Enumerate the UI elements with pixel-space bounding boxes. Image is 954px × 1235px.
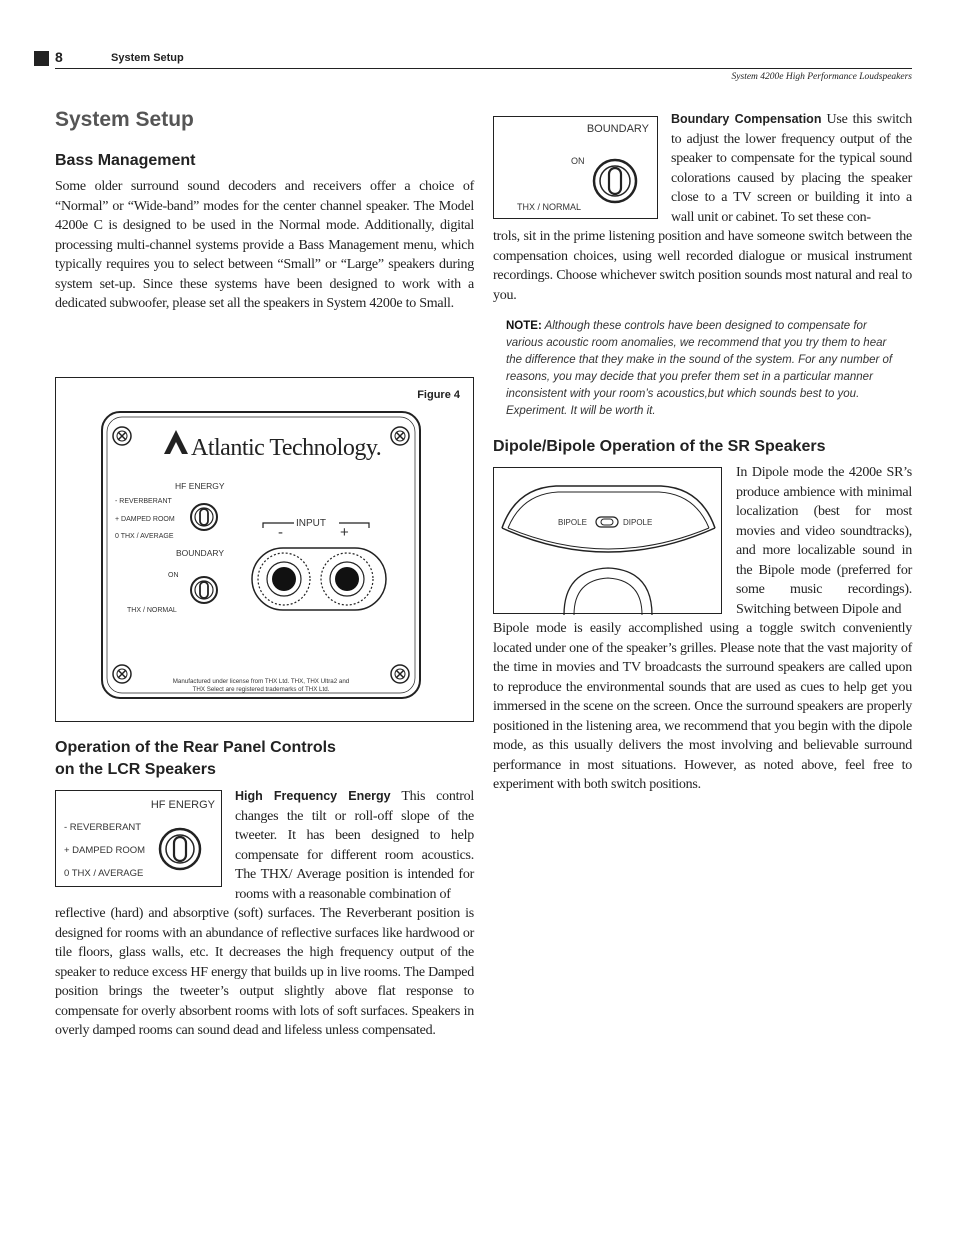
header-rule (55, 68, 912, 69)
boundary-toggle-switch-icon (191, 577, 217, 603)
boundary-box-toggle-switch-icon (494, 117, 659, 220)
hf-box-reverberant: - REVERBERANT (64, 822, 142, 833)
license-line-2: THX Select are registered trademarks of THX Ltd. (192, 686, 330, 693)
boundary-option-thx-normal: THX / NORMAL (127, 607, 177, 614)
dipole-heading: Dipole/Bipole Operation of the SR Speakers (493, 438, 826, 455)
hf-energy-text-top: High Frequency Energy This control changes the tilt or roll-off slope of the tweeter. It has been designed to help compensate for different room acoustics. The THX/ Average position is intended for rooms with a reasonable combination of (235, 789, 475, 902)
positive-terminal-icon (321, 553, 373, 605)
dipole-text-bottom: Bipole mode is easily accomplished using a toggle switch conveniently located under one of the speaker’s grilles. Please note that the vast majority of the time in movies and TV broadcasts the surround speakers are called upon to reproduce the environmental sounds that are used as cues to help get you immersed in the scene on the screen. Once the surround speakers are properly positioned in the listening area, we recommend that you begin with the dipole mode, as this usually delivers the most involving and believable surround performance in most situations. However, as noted above, feel free to experiment with both switch positions. (493, 621, 912, 792)
hf-box-damped-room: + DAMPED ROOM (64, 845, 146, 856)
minus-sign: - (278, 524, 283, 541)
note-block: NOTE: Although these controls have been designed to compensate for various acoustic room anomalies, we recommend that you try them to hear the difference that they make in the sound of the system. For any number of reasons, you may decide that you prefer them set in a particular manner inconsistent with your room’s acoustics,but which sounds best to you. Experiment. It will be worth it. (506, 320, 893, 417)
boundary-text-bottom: trols, sit in the prime listening position and have someone switch between the compensation choices, using well recorded dialogue or musical instrument recordings. Choose whichever switch position sounds most natural and real to you. (493, 229, 912, 303)
page-number: 8 (55, 49, 63, 65)
toggle-slider-icon (596, 517, 618, 527)
page-marker (34, 51, 49, 66)
hf-option-damped-room: + DAMPED ROOM (115, 516, 175, 523)
dipole-label: DIPOLE (623, 518, 653, 527)
license-line-1: Manufactured under license from THX Ltd. THX, THX Ultra2 and (172, 678, 350, 685)
hf-box-thx-average: 0 THX / AVERAGE (64, 868, 144, 879)
boundary-run-in: Boundary Compensation (671, 112, 822, 126)
boundary-box-on: ON (571, 156, 585, 166)
hf-box-toggle-switch-icon (56, 791, 223, 888)
boundary-label: BOUNDARY (176, 548, 225, 558)
hf-option-reverberant: - REVERBERANT (115, 498, 172, 505)
running-section-title: System Setup (111, 52, 184, 64)
rear-panel-heading-line-1: Operation of the Rear Panel Controls (55, 739, 336, 756)
hf-energy-label: HF ENERGY (175, 481, 225, 491)
dipole-grille-drawing (494, 468, 723, 615)
brand-logo-text: Atlantic Technology. (191, 435, 382, 461)
rear-panel-drawing (56, 378, 475, 723)
screw-icon (113, 427, 131, 445)
negative-terminal-icon (258, 553, 310, 605)
page-title: System Setup (55, 108, 194, 131)
rear-panel-heading-line-2: on the LCR Speakers (55, 761, 216, 778)
dipole-text-top: In Dipole mode the 4200e SR’s produce ambience with minimal localization (best for most movies and video soundtracks), and more localizable sound in the Bipole mode (preferred for some music recordings). Switching between Dipole and (736, 465, 912, 617)
hf-toggle-switch-icon (191, 504, 217, 530)
boundary-option-on: ON (168, 572, 179, 579)
dipole-switch-figure (493, 467, 722, 614)
boundary-box-title: BOUNDARY (586, 123, 649, 135)
bass-management-heading: Bass Management (55, 152, 196, 169)
hf-option-thx-average: 0 THX / AVERAGE (115, 533, 174, 540)
screw-icon (391, 427, 409, 445)
hf-energy-run-in: High Frequency Energy (235, 789, 391, 803)
bipole-label: BIPOLE (558, 518, 587, 527)
running-document-title: System 4200e High Performance Loudspeakers (731, 72, 912, 82)
hf-box-title: HF ENERGY (150, 799, 215, 811)
figure-4 (55, 377, 474, 722)
boundary-text-top: Boundary Compensation Use this switch to adjust the lower frequency output of the speaker to compensate for the typical sound colorations caused by placing the speaker close to a TV screen or building it into a wall unit or cabinet. To set these con- (671, 112, 912, 225)
plus-sign: + (340, 524, 349, 541)
hf-energy-control-figure (55, 790, 222, 887)
input-label: INPUT (296, 518, 326, 529)
boundary-control-figure (493, 116, 658, 219)
note-label: NOTE: (506, 320, 542, 332)
figure-caption: Figure 4 (417, 389, 460, 401)
hf-energy-text-bottom: reflective (hard) and absorptive (soft) surfaces. The Reverberant position is designed for rooms with an abundance of reflective surfaces like hardwood or tile floors, glass walls, etc. It decreases the high frequency output of the speaker to reduce excess HF energy that builds up in live rooms. The Damped position brings the tweeter’s output slightly above flat response to compensate for overly absorbent rooms with lots of soft surfaces. Speakers in overly damped rooms can sound dead and lifeless unless compensated. (55, 906, 474, 1038)
boundary-box-thx-normal: THX / NORMAL (517, 202, 582, 212)
bass-management-text: Some older surround sound decoders and receivers offer a choice of “Normal” or “Wide-band” modes for the center channel speaker. The Model 4200e C is designed to be used in the Normal mode. Additionally, digital processing multi-channel systems provide a Bass Management menu, which typically requires you to select between “Small” or “Large” speakers during system set-up. Since these systems have been designed to work with a dedicated subwoofer, please set all the speakers in System 4200e to Small. (55, 179, 474, 311)
